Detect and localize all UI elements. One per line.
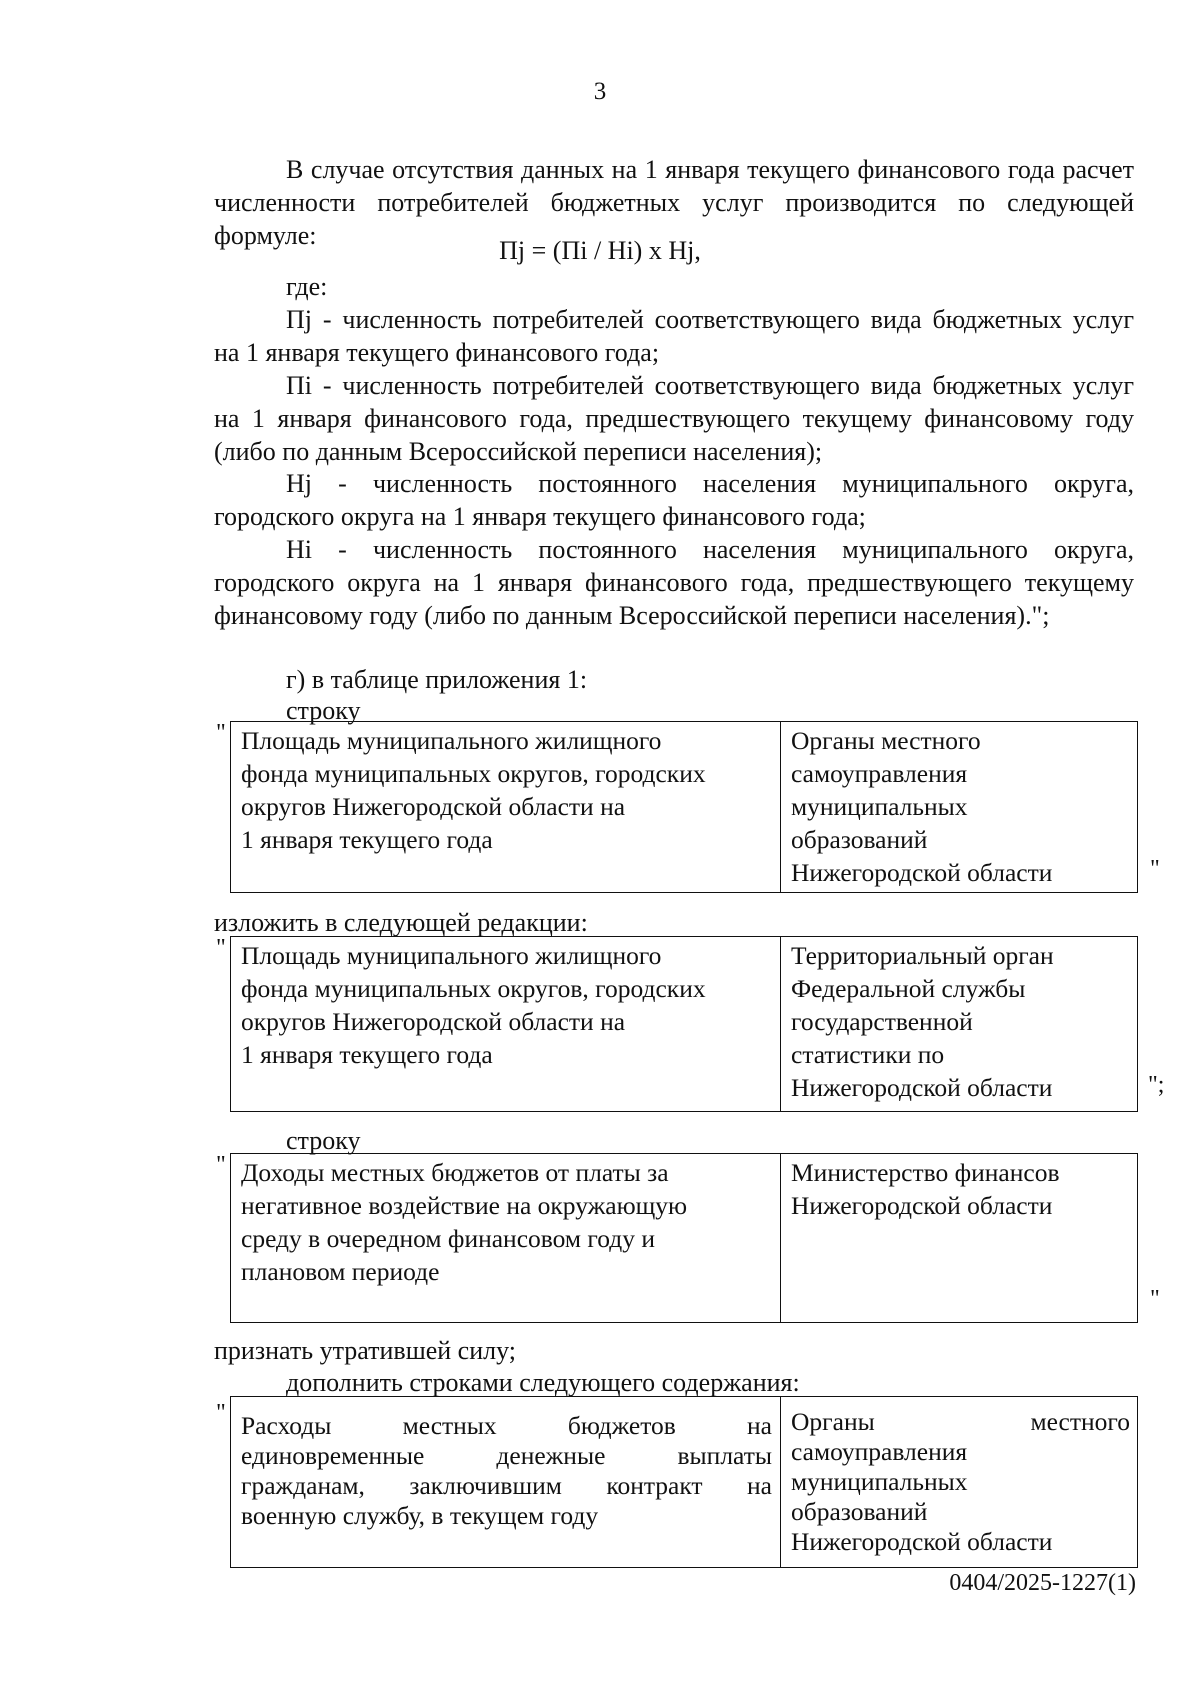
table3-indicator-line: плановом периоде bbox=[241, 1257, 440, 1286]
table4-indicator-cell bbox=[231, 1397, 781, 1567]
table2 bbox=[230, 936, 1138, 1112]
table2-source-line: статистики по bbox=[791, 1040, 945, 1069]
table2-source-line: Территориальный орган bbox=[791, 941, 1054, 970]
table3-source-line: Министерство финансов bbox=[791, 1158, 1060, 1187]
table2-indicator-line: фонда муниципальных округов, городских bbox=[241, 974, 706, 1003]
table1-source-line: образований bbox=[791, 825, 928, 854]
table3-indicator-line: Доходы местных бюджетов от платы за bbox=[241, 1158, 669, 1187]
table1-source-line: Нижегородской области bbox=[791, 858, 1053, 887]
table2-open-quote: " bbox=[216, 935, 226, 961]
paragraph-def-pj: Пj - численность потребителей соответствующего вида бюджетных услуг на 1 января текущего финансового года; bbox=[214, 305, 1134, 367]
table3-indicator-cell bbox=[231, 1154, 781, 1322]
paragraph-def-ni: Нi - численность постоянного населения муниципального округа, городского округа на 1 января финансового года, предшествующего текущему финансовому году (либо по данным Всероссийской переписи населения)."; bbox=[214, 535, 1134, 630]
table1-indicator-cell bbox=[231, 722, 781, 892]
table4-source-line: Органы местного bbox=[791, 1407, 1130, 1436]
table2-indicator-line: округов Нижегородской области на bbox=[241, 1007, 626, 1036]
table1-indicator-line: фонда муниципальных округов, городских bbox=[241, 759, 706, 788]
document-code: 0404/2025-1227(1) bbox=[949, 1570, 1136, 1596]
table2-indicator-line: Площадь муниципального жилищного bbox=[241, 941, 662, 970]
table4-source-line: самоуправления bbox=[791, 1437, 968, 1466]
table1-indicator-line: 1 января текущего года bbox=[241, 825, 493, 854]
table4-indicator-line: единовременные денежные выплаты bbox=[241, 1441, 772, 1470]
table2-source-cell bbox=[781, 937, 1136, 1111]
row-label-2: строку bbox=[286, 1126, 361, 1155]
table3-close-quote: " bbox=[1150, 1286, 1160, 1312]
table1-source-line: самоуправления bbox=[791, 759, 968, 788]
paragraph-def-nj: Нj - численность постоянного населения муниципального округа, городского округа на 1 января текущего финансового года; bbox=[214, 469, 1134, 531]
row-label-1: строку bbox=[286, 696, 361, 725]
table3-source-cell bbox=[781, 1154, 1136, 1322]
table2-close-quote: "; bbox=[1148, 1072, 1165, 1098]
table3-open-quote: " bbox=[216, 1152, 226, 1178]
table2-source-line: Федеральной службы bbox=[791, 974, 1026, 1003]
table1-source-line: Органы местного bbox=[791, 726, 981, 755]
table2-source-line: государственной bbox=[791, 1007, 973, 1036]
paragraph-replace: изложить в следующей редакции: bbox=[214, 908, 588, 937]
table3-indicator-line: среду в очередном финансовом году и bbox=[241, 1224, 656, 1253]
table1-indicator-line: Площадь муниципального жилищного bbox=[241, 726, 662, 755]
table3 bbox=[230, 1153, 1138, 1323]
table4-indicator-line: гражданам, заключившим контракт на bbox=[241, 1471, 772, 1500]
table4-source-line: муниципальных bbox=[791, 1467, 968, 1496]
table4-open-quote: " bbox=[216, 1400, 226, 1426]
table4-source-line: образований bbox=[791, 1497, 928, 1526]
table4 bbox=[230, 1396, 1138, 1568]
table1-open-quote: " bbox=[216, 720, 226, 746]
table4-source-cell bbox=[781, 1397, 1136, 1567]
page-number: 3 bbox=[593, 78, 607, 105]
paragraph-where: где: bbox=[286, 272, 328, 301]
table4-indicator-line: военную службу, в текущем году bbox=[241, 1501, 599, 1530]
table4-source-line: Нижегородской области bbox=[791, 1527, 1053, 1556]
table2-source-line: Нижегородской области bbox=[791, 1073, 1053, 1102]
paragraph-add: дополнить строками следующего содержания: bbox=[286, 1368, 800, 1397]
table2-indicator-cell bbox=[231, 937, 781, 1111]
table3-indicator-line: негативное воздействие на окружающую bbox=[241, 1191, 688, 1220]
table1-source-line: муниципальных bbox=[791, 792, 968, 821]
formula: Пj = (Пi / Нi) х Нj, bbox=[499, 236, 701, 265]
table4-indicator-line: Расходы местных бюджетов на bbox=[241, 1411, 772, 1440]
paragraph-intro: В случае отсутствия данных на 1 января текущего финансового года расчет численности потребителей бюджетных услуг производится по следующей формуле: bbox=[214, 155, 1134, 250]
table1 bbox=[230, 721, 1138, 893]
paragraph-repeal: признать утратившей силу; bbox=[214, 1336, 516, 1365]
table2-indicator-line: 1 января текущего года bbox=[241, 1040, 493, 1069]
table3-source-line: Нижегородской области bbox=[791, 1191, 1053, 1220]
table1-indicator-line: округов Нижегородской области на bbox=[241, 792, 626, 821]
table1-source-cell bbox=[781, 722, 1136, 892]
table1-close-quote: " bbox=[1150, 856, 1160, 882]
paragraph-item-g: г) в таблице приложения 1: bbox=[286, 665, 588, 694]
paragraph-def-pi: Пi - численность потребителей соответствующего вида бюджетных услуг на 1 января финансового года, предшествующего текущему финансовому году (либо по данным Всероссийской переписи населения); bbox=[214, 371, 1134, 466]
